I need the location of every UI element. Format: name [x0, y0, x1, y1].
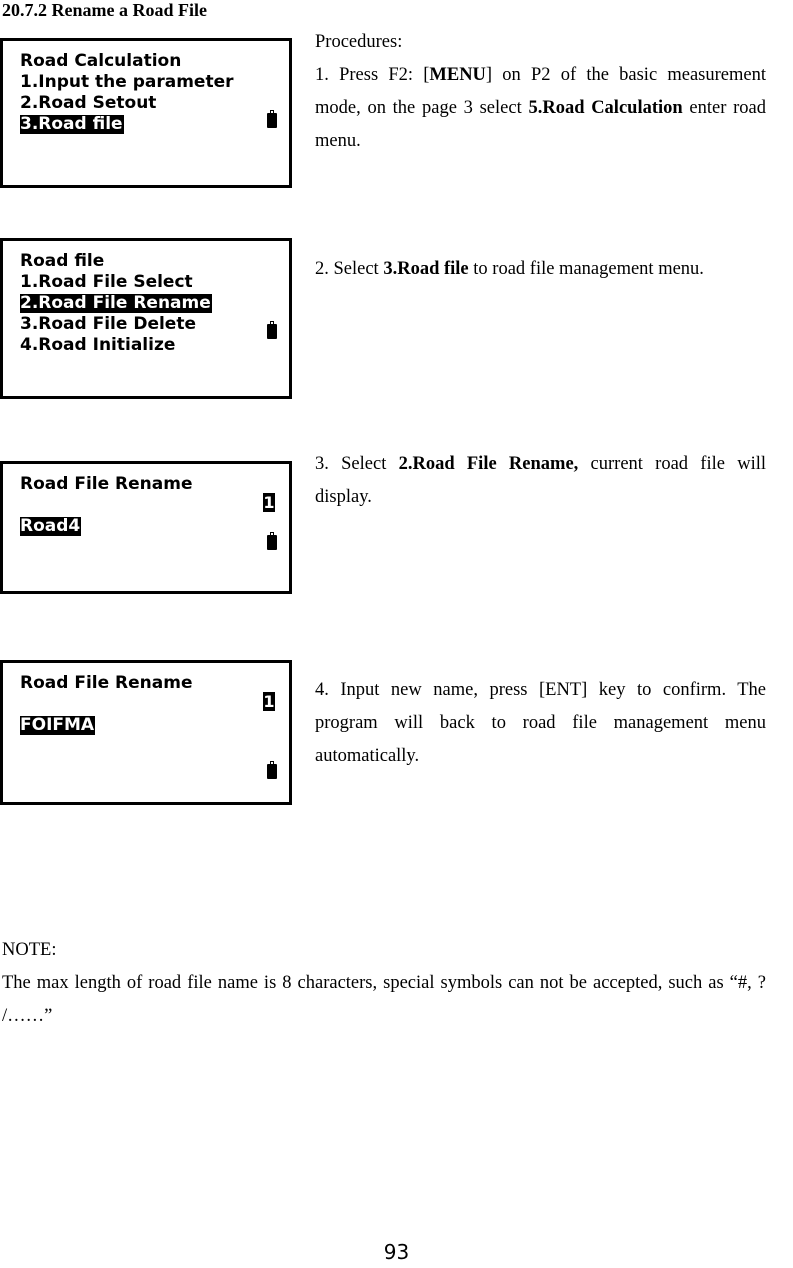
screen-line-highlighted: 3.Road file — [20, 114, 123, 134]
note-block — [2, 934, 766, 1033]
screen-line: Road Calculation — [20, 51, 182, 71]
screen-line: 2.Road Setout — [20, 93, 157, 113]
step-4-block — [315, 674, 766, 773]
page-indicator: 1 — [263, 692, 275, 711]
screen-title: Road File Rename — [20, 673, 193, 693]
screen-line: 1.Road File Select — [20, 272, 193, 292]
step-2-block — [315, 253, 766, 286]
battery-icon — [267, 532, 277, 550]
step-3-block — [315, 448, 766, 514]
battery-icon — [267, 761, 277, 779]
screen-road-file-rename-new — [0, 660, 292, 805]
page-indicator: 1 — [263, 493, 275, 512]
step-1-text: 1. Press F2: [MENU] on P2 of the basic measurement mode, on the page 3 select 5.Road Calculation enter road menu. — [315, 65, 766, 151]
screen-road-file-rename-current — [0, 461, 292, 594]
step-2-text: 2. Select 3.Road file to road file management menu. — [315, 259, 704, 279]
screen-line: Road file — [20, 251, 105, 271]
note-label: NOTE: — [2, 940, 57, 960]
road-file-name-input: FOIFMA — [20, 715, 95, 735]
step-3-text: 3. Select 2.Road File Rename, current road file will display. — [315, 454, 766, 507]
road-file-name: Road4 — [20, 516, 81, 536]
screen-line: 4.Road Initialize — [20, 335, 176, 355]
battery-icon — [267, 321, 277, 339]
screen-line-highlighted: 2.Road File Rename — [20, 293, 211, 313]
screen-line: 1.Input the parameter — [20, 72, 234, 92]
screen-road-file — [0, 238, 292, 399]
section-heading: 20.7.2 Rename a Road File — [2, 0, 207, 20]
page-number: 93 — [383, 1240, 410, 1264]
step-4-text: 4. Input new name, press [ENT] key to confirm. The program will back to road file management menu automatically. — [315, 680, 766, 766]
screen-line: 3.Road File Delete — [20, 314, 196, 334]
screen-road-calculation — [0, 38, 292, 188]
note-text: The max length of road file name is 8 characters, special symbols can not be accepted, such as “#, ? /……” — [2, 973, 766, 1026]
step-1-block — [315, 26, 766, 158]
procedures-label: Procedures: — [315, 32, 403, 52]
battery-icon — [267, 110, 277, 128]
screen-title: Road File Rename — [20, 474, 193, 494]
